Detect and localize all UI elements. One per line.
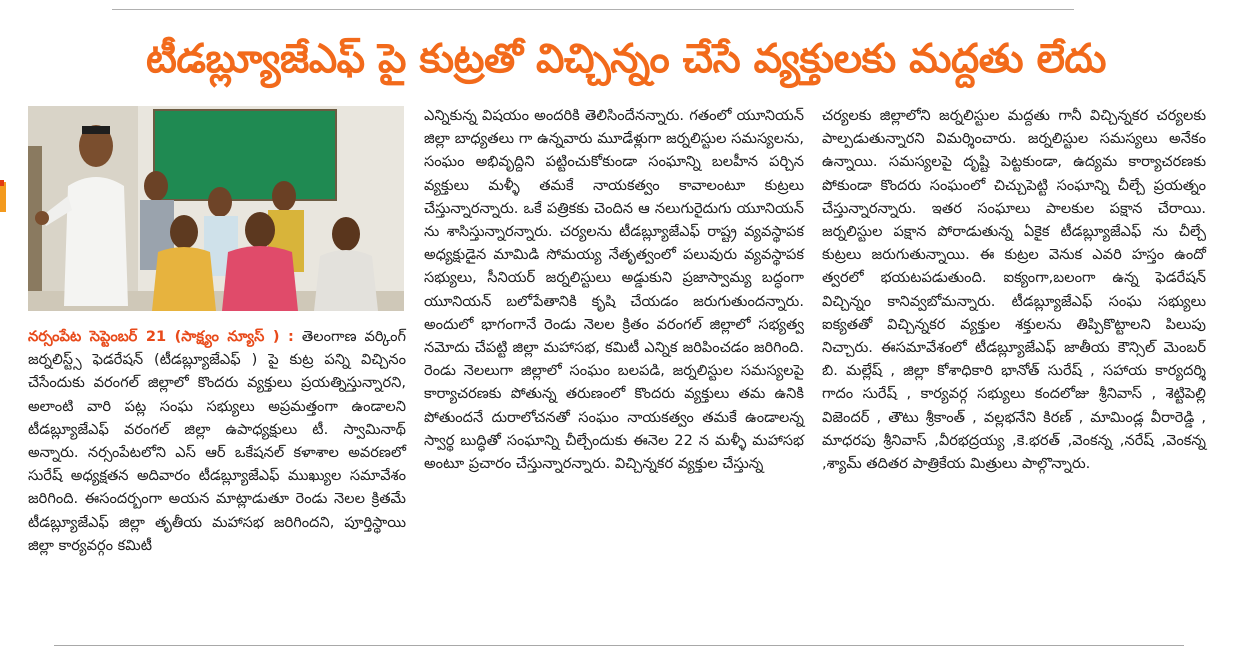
- bottom-rule: [54, 645, 1184, 646]
- column-3-text: చర్యలకు జిల్లాలోని జర్నలిస్టుల మద్దతు గానీ విచ్చిన్నకర చర్యలకు పాల్పడుతున్నారని విమర్శించారు. జర్నలిస్టుల సమస్యలు అనేకం ఉన్నాయి. సమస్యలపై దృష్టి పెట్టకుండా, ఉద్యమ కార్యాచరణకు పోకుండా కొందరు సంఘంలో చిచ్చుపెట్టి సంఘాన్ని చీల్చే ప్రయత్నం చేస్తున్నారన్నారు. ఇతర సంఘాలు పాలకుల పక్షాన చేరాయి. జర్నలిస్టుల పక్షాన పోరాడుతున్న ఏకైక టీడబ్ల్యూజేఎఫ్ ను చీల్చే కుట్రలు జరుగుతున్నాయి. ఈ కుట్రల వెనుక ఎవరి హస్తం ఉందో త్వరలో భయటపడుతుంది. ఐక్యంగా,బలంగా ఉన్న ఫెడరేషన్ విచ్చిన్నం కానివ్వబోమన్నారు. టీడబ్ల్యూజేఎఫ్ సంఘ సభ్యులు ఐక్యతతో విచ్చిన్నకర వ్యక్తుల శక్తులను తిప్పికొట్టాలని పిలుపు నిచ్చారు. ఈసమావేశంలో టీడబ్ల్యూజేఎఫ్ జాతీయ కౌన్సిల్ మెంబర్ బి. మల్లేష్ , జిల్లా కోశాధికారి భానోత్ సురేష్ , సహాయ కార్యదర్శి గాదం సురేష్ , కార్యవర్గ సభ్యులు కందలోజు శ్రీనివాస్ , శెట్టిపెల్లి విజెందర్ , తౌటు శ్రీకాంత్ , వల్లభనేని కిరణ్ , మామిండ్ల వీరారెడ్డి , మాధరపు శ్రీనివాస్ ,వీరభద్రయ్య ,కె.భరత్ ,వెంకన్న ,నరేష్ ,వెంకన్న ,శ్యామ్ తదితర పాత్రికేయ మిత్రులు పాల్గొన్నారు.: [822, 107, 1206, 473]
- group-photo: [28, 106, 404, 311]
- column-2-text: ఎన్నికున్న విషయం అందరికి తెలిసిందేనన్నారు. గతంలో యూనియన్ జిల్లా బాధ్యతలు గా ఉన్నవారు మూడేళ్లుగా జర్నలిస్టుల సమస్యలను, సంఘం అభివృద్దిని పట్టించుకోకుండా సంఘాన్ని బలహీన పర్చిన వ్యక్తులు మళ్ళీ తమకే నాయకత్వం కావాలంటూ కుట్రలు చేస్తున్నారన్నారు. ఒకే పత్రికకు చెందిన ఆ నలుగురైదుగు యూనియన్ ను శాసిస్తున్నారన్నారు. చర్యలను టీడబ్ల్యూజేఎఫ్ రాష్ట్ర వ్యవస్థాపక అధ్యక్షుడైన మామిడి సోమయ్య నేతృత్వంలో పలువురు వ్యవస్థాపక సభ్యులు, సీనియర్ జర్నలిస్టులు అడ్డుకుని ప్రజాస్వామ్య బద్ధంగా యూనియన్ బలోపేతానికి కృషి చేయడం జరుగుతుందన్నారు. అందులో భాగంగానే రెండు నెలల క్రితం వరంగల్ జిల్లాలో సభ్యత్వ నమోదు చేపట్టి జిల్లా మహాసభ, కమిటీ ఎన్నిక జరిపించడం జరిగింది. రెండు నెలలుగా జిల్లాలో సంఘం బలపడి, జర్నలిస్టుల సమస్యలపై కార్యాచరణకు పోతున్న తరుణంలో కొందరు వ్యక్తులు తమ ఉనికి పోతుందనే దురాలోచనతో సంఘం నాయకత్వం తమకే ఉండాలన్న స్వార్థ బుద్ధితో సంఘాన్ని చీల్చేందుకు ఈనెల 22 న మళ్ళీ మహాసభ అంటూ ప్రచారం చేస్తున్నారన్నారు. విచ్చిన్నకర వ్యక్తుల చేస్తున్న: [424, 107, 804, 473]
- margin-marker-accent: [0, 180, 4, 186]
- article-column-1: [28, 325, 406, 557]
- article-column-3: [822, 104, 1206, 475]
- top-rule: [112, 9, 1074, 10]
- margin-marker: [0, 182, 6, 212]
- column-1-text: తెలంగాణ వర్కింగ్ జర్నలిస్ట్స్ ఫెడరేషన్ (టీడబ్ల్యూజేఎఫ్ ) పై కుట్ర పన్ని విచ్చినం చేసేందుకు వరంగల్ జిల్లాలో కొందరు వ్యక్తులు ప్రయత్నిస్తున్నారని, అలాంటి వారి పట్ల సంఘ సభ్యులు అప్రమత్తంగా ఉండాలని టీడబ్ల్యూజేఎఫ్ వరంగల్ జిల్లా ఉపాధ్యక్షులు టీ. స్వామినాథ్ అన్నారు. నర్సంపేటలోని ఎస్ ఆర్ ఒకేషనల్ కళాశాల అవరణలో సురేష్ అధ్యక్షతన అదివారం టీడబ్ల్యూజేఎఫ్ ముఖ్యుల సమావేశం జరిగింది. ఈసందర్బంగా అయన మాట్లాడుతూ రెండు నెలల క్రితమే టీడబ్ల్యూజేఎఫ్ జిల్లా తృతీయ మహాసభ జరిగిందని, పూర్తిస్థాయి జిల్లా కార్యవర్గం కమిటీ: [28, 328, 407, 554]
- dateline: నర్సంపేట సెప్టెంబర్ 21 (సాక్ష్యం న్యూస్ ) :: [28, 328, 294, 345]
- headline: టీడబ్ల్యూజేఎఫ్ పై కుట్రతో విచ్చిన్నం చేసే వ్యక్తులకు మద్దతు లేదు: [145, 36, 1107, 82]
- article-column-2: [424, 104, 804, 475]
